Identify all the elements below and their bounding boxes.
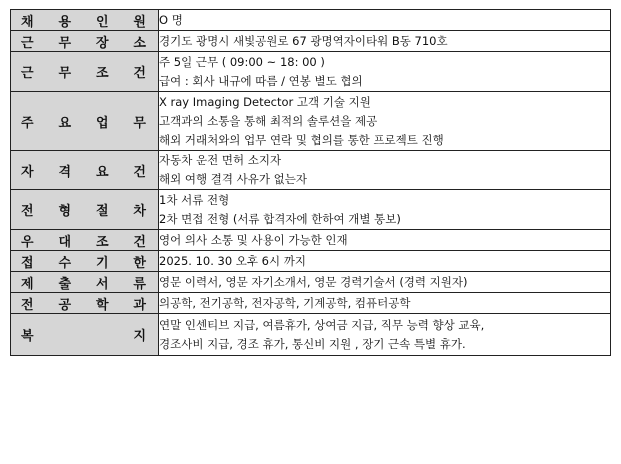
row-label-char: 용 [58,14,72,30]
row-value-line: 자동차 운전 면허 소지자 [159,153,282,167]
row-value-line: 연말 인센티브 지급, 여름휴가, 상여금 지급, 직무 능력 향상 교육, [159,317,485,332]
row-value-line: 경기도 광명시 새빛공원로 67 광명역자이타워 B동 710호 [159,34,448,48]
row-label-char: 우 [21,234,34,250]
row-preferred [11,230,611,251]
row-label-char: 근 [21,35,34,51]
row-main-duties [11,92,611,151]
recruitment-table [10,9,611,356]
recruitment-table-body [11,10,611,356]
row-label-cell [11,190,159,230]
row-value-cell [159,52,611,92]
row-label-cell [11,293,159,314]
row-label-cell [11,314,159,356]
row-label-char: 건 [133,66,146,81]
row-label-char: 서 [95,276,109,292]
row-label-char: 요 [58,115,72,131]
row-label-char: 무 [58,66,72,81]
row-value-line: 급여 : 회사 내규에 따름 / 연봉 별도 협의 [159,73,363,88]
row-label-char: 대 [58,234,72,250]
row-label-char: 무 [133,115,146,131]
row-label-char: 접 [21,255,34,271]
row-label [11,231,158,250]
row-deadline [11,251,611,272]
row-label-char: 전 [21,297,34,313]
row-label-char: 조 [95,234,109,250]
row-label-cell [11,10,159,31]
row-label-cell [11,272,159,293]
row-label-char: 근 [21,66,34,81]
row-value-cell [159,92,611,151]
row-majors [11,293,611,314]
row-label-cell [11,52,159,92]
row-label-char: 건 [133,234,146,250]
row-value-line: 영어 의사 소통 및 사용이 가능한 인재 [159,233,348,247]
row-label-cell [11,151,159,190]
row-value-line: 주 5일 근무 ( 09:00 ~ 18: 00 ) [159,54,325,69]
row-label-char: 소 [133,35,146,51]
row-selection-process [11,190,611,230]
row-label-char: 격 [58,164,72,180]
row-value-cell [159,314,611,356]
row-label-char: 형 [58,204,72,219]
row-label-char: 류 [133,276,146,292]
row-label-cell [11,31,159,52]
row-label-char: 기 [95,255,109,271]
row-value-line: O 명 [159,13,183,27]
row-label-cell [11,230,159,251]
row-label [11,200,158,219]
row-value-cell [159,251,611,272]
row-headcount [11,10,611,31]
row-value-cell [159,190,611,230]
row-value-cell [159,31,611,52]
row-value-line: 해외 거래처와의 업무 연락 및 협의를 통한 프로젝트 진행 [159,132,444,147]
row-label-char: 출 [58,276,72,292]
row-label-char: 공 [58,297,72,313]
row-value-line: 해외 여행 결격 사유가 없는자 [159,172,307,186]
row-label-char: 요 [95,164,109,180]
row-label-char: 자 [21,164,34,180]
row-label-cell [11,251,159,272]
row-value-cell [159,230,611,251]
row-work-location [11,31,611,52]
row-label-char: 차 [133,204,146,219]
row-label-char: 과 [133,297,146,313]
row-label [11,273,158,292]
row-value-cell [159,272,611,293]
row-value-line: 2차 면접 전형 (서류 합격자에 한하여 개별 통보) [159,211,401,226]
row-label [11,11,158,30]
row-label-char: 무 [58,35,72,51]
row-label [11,252,158,271]
row-label-char: 채 [21,14,34,30]
row-label-char: 전 [21,204,34,219]
row-value-line: 2025. 10. 30 오후 6시 까지 [159,254,306,268]
row-label [11,32,158,51]
row-qualifications [11,151,611,190]
row-label-char: 조 [95,66,109,81]
row-value-line: 경조사비 지급, 경조 휴가, 통신비 지원 , 장기 근속 특별 휴가. [159,336,466,351]
row-value-line: 고객과의 소통을 통해 최적의 솔루션을 제공 [159,113,378,128]
row-label-char: 인 [95,14,109,30]
row-label-char: 수 [58,255,72,271]
row-label-cell [11,92,159,151]
row-value-line: 영문 이력서, 영문 자기소개서, 영문 경력기술서 (경력 지원자) [159,275,468,289]
row-label [11,62,158,81]
row-value-cell [159,293,611,314]
row-documents [11,272,611,293]
row-label-char: 장 [95,35,109,51]
row-label-char: 학 [95,297,109,313]
row-value-cell [159,151,611,190]
row-label [11,161,158,180]
row-label-char: 주 [21,115,34,131]
row-label-char: 제 [21,276,34,292]
row-label [11,294,158,313]
recruitment-sheet [10,9,611,356]
row-label-char: 절 [95,204,109,219]
row-label [11,112,158,131]
row-label-char: 한 [133,255,146,271]
row-value-line: 1차 서류 전형 [159,192,230,207]
row-work-conditions [11,52,611,92]
row-label-char: 원 [133,14,146,30]
row-benefits [11,314,611,356]
row-value-line: X ray Imaging Detector 고객 기술 지원 [159,94,371,109]
row-label-char: 지 [133,329,146,344]
row-label [11,325,158,344]
row-label-char: 업 [95,115,109,131]
row-label-char: 건 [133,164,146,180]
row-value-cell [159,10,611,31]
row-label-char: 복 [21,329,34,344]
row-value-line: 의공학, 전기공학, 전자공학, 기계공학, 컴퓨터공학 [159,296,411,310]
